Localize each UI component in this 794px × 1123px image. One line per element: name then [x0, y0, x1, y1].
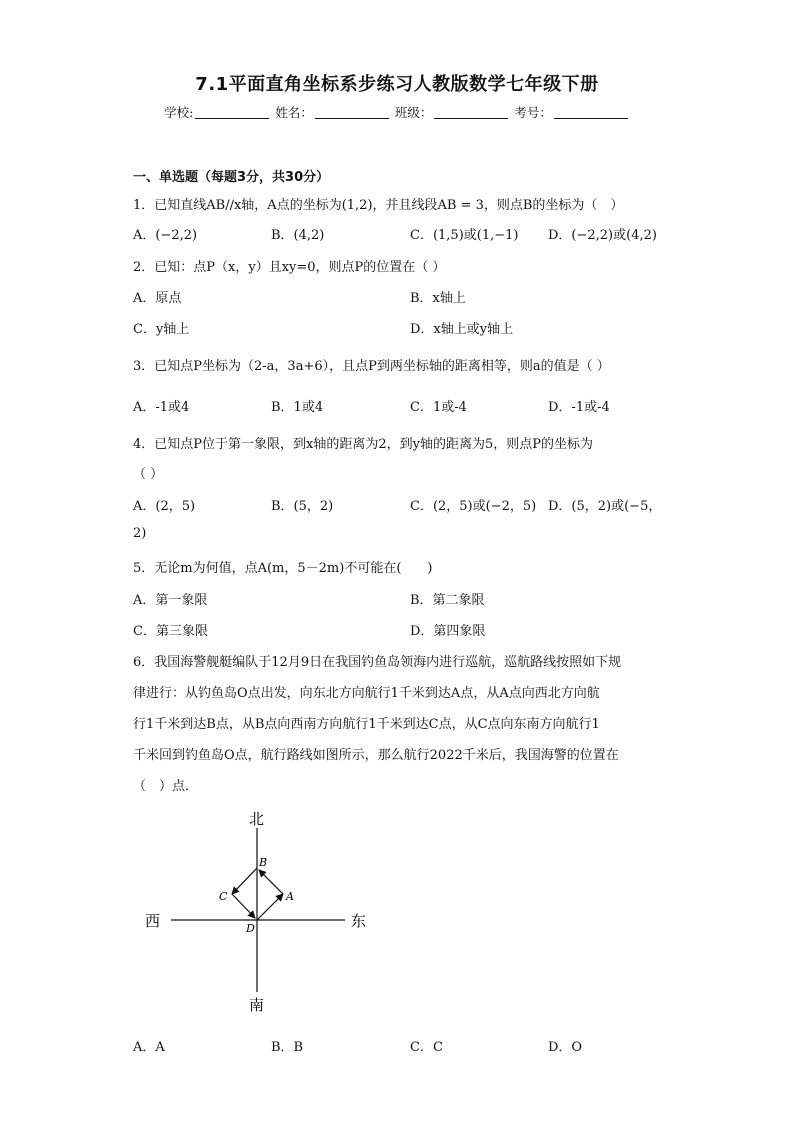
q3-option-a: A．-1或4	[133, 400, 190, 415]
q2-option-c: C．y轴上	[133, 322, 190, 337]
q6-line-1: 6．我国海警舰艇编队于12月9日在我国钓鱼岛领海内进行巡航，巡航路线按照如下规	[133, 655, 622, 670]
q4-option-b: B．(5，2)	[271, 499, 334, 514]
q4-stem-cont: （ ）	[133, 467, 164, 482]
q5-option-c: C．第三象限	[133, 624, 208, 639]
q1-option-b: B．(4,2)	[271, 228, 325, 243]
class-label: 班级：	[394, 105, 433, 120]
point-d-label: D	[246, 922, 255, 935]
q6-option-d: D．O	[548, 1040, 583, 1055]
q4-option-c: C．(2，5)或(−2，5)	[410, 499, 537, 514]
q4-option-a: A．(2，5)	[133, 499, 196, 514]
point-b-label: B	[259, 856, 268, 869]
route-a-to-b	[259, 870, 283, 894]
q3-option-b: B．1或4	[271, 400, 324, 415]
q6-option-b: B．B	[271, 1040, 304, 1055]
route-diagram	[135, 800, 395, 1020]
q1-stem: 1．已知直线AB//x轴，A点的坐标为(1,2)，并且线段AB = 3，则点B的坐标为（ ）	[133, 198, 624, 213]
q3-option-c: C．1或-4	[410, 400, 467, 415]
q1-option-c: C．(1,5)或(1,−1)	[410, 228, 519, 243]
name-label: 姓名：	[275, 105, 313, 120]
school-blank[interactable]	[195, 106, 269, 119]
q5-option-d: D．第四象限	[410, 624, 486, 639]
q5-option-a: A．第一象限	[133, 593, 208, 608]
q5-stem: 5．无论m为何值，点A(m，5－2m)不可能在( )	[133, 561, 433, 576]
q6-line-3: 行1千米到达B点，从B点向西南方向航行1千米到达C点，从C点向东南方向航行1	[133, 717, 600, 732]
route-b-to-c	[232, 868, 257, 894]
school-label: 学校:	[164, 105, 194, 120]
north-label: 北	[249, 810, 265, 828]
q4-option-d: D．(5，2)或(−5，	[548, 499, 662, 514]
q6-line-2: 律进行：从钓鱼岛O点出发，向东北方向航行1千米到达A点，从A点向西北方向航	[133, 686, 600, 701]
point-c-label: C	[219, 890, 228, 903]
route-o-to-a	[257, 894, 283, 920]
number-label: 考号：	[514, 105, 552, 120]
east-label: 东	[351, 912, 367, 930]
q3-option-d: D．-1或-4	[548, 400, 610, 415]
q2-option-a: A．原点	[133, 291, 182, 306]
q1-option-d: D．(−2,2)或(4,2)	[548, 228, 657, 243]
south-label: 南	[249, 996, 265, 1014]
page-title: 7.1平面直角坐标系步练习人教版数学七年级下册	[195, 74, 599, 95]
route-c-to-o	[232, 894, 255, 918]
q2-option-d: D．x轴上或y轴上	[410, 322, 514, 337]
number-blank[interactable]	[554, 106, 628, 119]
q3-stem: 3．已知点P坐标为（2-a，3a+6），且点P到两坐标轴的距离相等，则a的值是（ ）	[133, 359, 610, 374]
q6-option-a: A．A	[133, 1040, 165, 1055]
q4-option-d-cont: 2)	[133, 526, 147, 541]
q6-option-c: C．C	[410, 1040, 443, 1055]
q5-option-b: B．第二象限	[410, 593, 485, 608]
west-label: 西	[145, 912, 161, 930]
q2-stem: 2．已知：点P（x，y）且xy=0，则点P的位置在（ ）	[133, 260, 446, 275]
section-heading: 一、单选题（每题3分，共30分）	[133, 170, 330, 185]
q4-stem: 4．已知点P位于第一象限，到x轴的距离为2，到y轴的距离为5，则点P的坐标为	[133, 437, 593, 452]
q1-option-a: A．(−2,2)	[133, 228, 198, 243]
student-info-row	[0, 103, 794, 121]
q6-line-4: 千米回到钓鱼岛O点，航行路线如图所示，那么航行2022千米后，我国海警的位置在	[133, 748, 619, 763]
q6-line-5: （ ）点．	[133, 779, 199, 794]
name-blank[interactable]	[315, 106, 389, 119]
point-a-label: A	[286, 890, 294, 903]
q2-option-b: B．x轴上	[410, 291, 466, 306]
class-blank[interactable]	[434, 106, 508, 119]
